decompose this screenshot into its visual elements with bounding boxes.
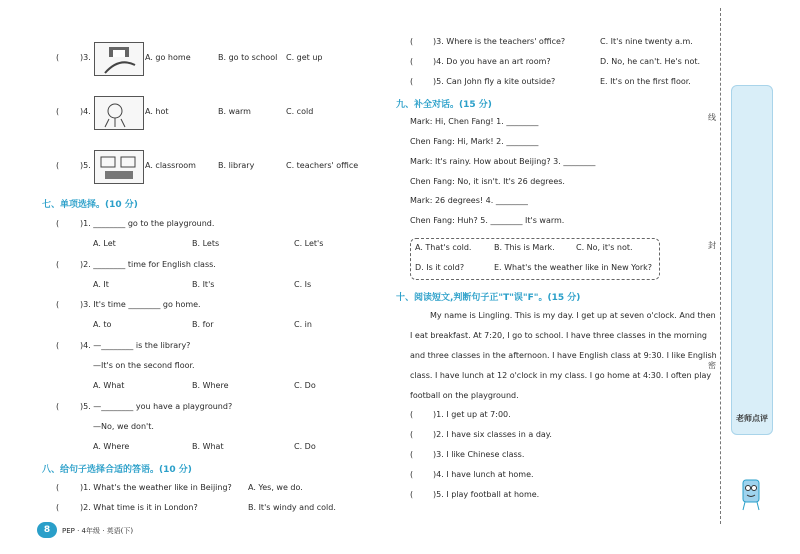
tf-item: )4. I have lunch at home. <box>433 470 534 479</box>
paren: ( <box>410 430 414 439</box>
answer-line: —It's on the second floor. <box>93 361 195 370</box>
option-b: B. Lets <box>192 239 220 248</box>
dialogue-line: Chen Fang: No, it isn't. It's 26 degrees. <box>410 177 565 186</box>
question-text: )2. What time is it in London? <box>80 503 198 512</box>
answer-option: C. It's nine twenty a.m. <box>600 37 693 46</box>
option-a: A. go home <box>145 53 191 62</box>
weather-picture <box>94 96 144 130</box>
school-picture <box>94 42 144 76</box>
page-number-badge: 8 <box>37 522 57 538</box>
question-text: )4. Do you have an art room? <box>433 57 551 66</box>
option-a: A. Where <box>93 442 130 451</box>
paren: ( <box>56 402 60 411</box>
option-a: A. classroom <box>145 161 196 170</box>
paren: ( <box>56 260 60 269</box>
section-7-title: 七、单项选择。(10 分) <box>42 200 138 210</box>
paren: ( <box>410 490 414 499</box>
passage-line: football on the playground. <box>410 391 519 400</box>
option-b: B. It's <box>192 280 215 289</box>
option-c: C. Do <box>294 442 316 451</box>
question-text: )5. —________ you have a playground? <box>80 402 233 411</box>
paren: ( <box>410 450 414 459</box>
mascot-icon <box>738 478 764 512</box>
dialogue-line: Mark: 26 degrees! 4. ________ <box>410 196 528 205</box>
paren: ( <box>410 470 414 479</box>
option-b: B. This is Mark. <box>494 243 555 252</box>
option-b: B. What <box>192 442 224 451</box>
paren: ( <box>56 483 60 492</box>
option-d: D. Is it cold? <box>415 263 465 272</box>
room-picture <box>94 150 144 184</box>
question-number: )3. <box>80 53 91 62</box>
dialogue-line: Mark: It's rainy. How about Beijing? 3. ________ <box>410 157 596 166</box>
option-c: C. cold <box>286 107 314 116</box>
binding-char: 封 <box>708 241 716 250</box>
option-b: B. library <box>218 161 255 170</box>
passage-line: and three classes in the afternoon. I have English class at 9:30. I like English <box>410 351 717 360</box>
passage-line: My name is Lingling. This is my day. I get up at seven o'clock. And then <box>430 311 716 320</box>
answer-option: D. No, he can't. He's not. <box>600 57 701 66</box>
section-8-title: 八、给句子选择合适的答语。(10 分) <box>42 465 192 475</box>
teacher-comment-panel <box>731 85 773 435</box>
teacher-comment-title: 老师点评 <box>736 414 768 423</box>
paren: ( <box>410 77 414 86</box>
answer-option: E. It's on the first floor. <box>600 77 691 86</box>
option-a: A. hot <box>145 107 169 116</box>
section-9-title: 九、补全对话。(15 分) <box>396 100 492 110</box>
option-a: A. It <box>93 280 109 289</box>
option-c: C. Do <box>294 381 316 390</box>
option-a: A. Let <box>93 239 116 248</box>
question-text: )1. ________ go to the playground. <box>80 219 215 228</box>
option-a: A. to <box>93 320 112 329</box>
answer-line: —No, we don't. <box>93 422 154 431</box>
option-c: C. Let's <box>294 239 324 248</box>
question-number: )5. <box>80 161 91 170</box>
option-b: B. warm <box>218 107 251 116</box>
answer-option: A. Yes, we do. <box>248 483 303 492</box>
paren: ( <box>410 57 414 66</box>
question-text: )3. It's time ________ go home. <box>80 300 201 309</box>
passage-line: I eat breakfast. At 7:20, I go to school. I have three classes in the morning <box>410 331 708 340</box>
section-10-title: 十、阅读短文,判断句子正"T"误"F"。(15 分) <box>396 293 581 303</box>
question-text: )4. —________ is the library? <box>80 341 191 350</box>
paren: ( <box>56 219 60 228</box>
paren: ( <box>56 503 60 512</box>
dialogue-line: Chen Fang: Hi, Mark! 2. ________ <box>410 137 539 146</box>
tf-item: )2. I have six classes in a day. <box>433 430 552 439</box>
option-b: B. Where <box>192 381 229 390</box>
question-text: )2. ________ time for English class. <box>80 260 216 269</box>
paren: ( <box>56 341 60 350</box>
option-b: B. go to school <box>218 53 278 62</box>
tf-item: )1. I get up at 7:00. <box>433 410 511 419</box>
option-c: C. in <box>294 320 312 329</box>
option-c: C. get up <box>286 53 323 62</box>
question-text: )1. What's the weather like in Beijing? <box>80 483 232 492</box>
tf-item: )3. I like Chinese class. <box>433 450 525 459</box>
footer-text: PEP · 4年级 · 英语(下) <box>62 527 134 535</box>
answer-option: B. It's windy and cold. <box>248 503 336 512</box>
passage-line: class. I have lunch at 12 o'clock in my class. I go home at 4:30. I often play <box>410 371 712 380</box>
question-text: )3. Where is the teachers' office? <box>433 37 566 46</box>
question-text: )5. Can John fly a kite outside? <box>433 77 556 86</box>
dialogue-line: Mark: Hi, Chen Fang! 1. ________ <box>410 117 539 126</box>
option-c: C. teachers' office <box>286 161 359 170</box>
paren: ( <box>56 107 60 116</box>
option-a: A. That's cold. <box>415 243 472 252</box>
binding-line <box>720 8 721 524</box>
option-a: A. What <box>93 381 125 390</box>
binding-char: 线 <box>708 113 716 122</box>
paren: ( <box>56 53 60 62</box>
dialogue-line: Chen Fang: Huh? 5. ________ It's warm. <box>410 216 565 225</box>
paren: ( <box>56 300 60 309</box>
tf-item: )5. I play football at home. <box>433 490 540 499</box>
paren: ( <box>410 37 414 46</box>
option-c: C. No, it's not. <box>576 243 633 252</box>
option-c: C. Is <box>294 280 312 289</box>
option-b: B. for <box>192 320 214 329</box>
paren: ( <box>410 410 414 419</box>
option-e: E. What's the weather like in New York? <box>494 263 653 272</box>
paren: ( <box>56 161 60 170</box>
binding-char: 密 <box>708 361 716 370</box>
question-number: )4. <box>80 107 91 116</box>
